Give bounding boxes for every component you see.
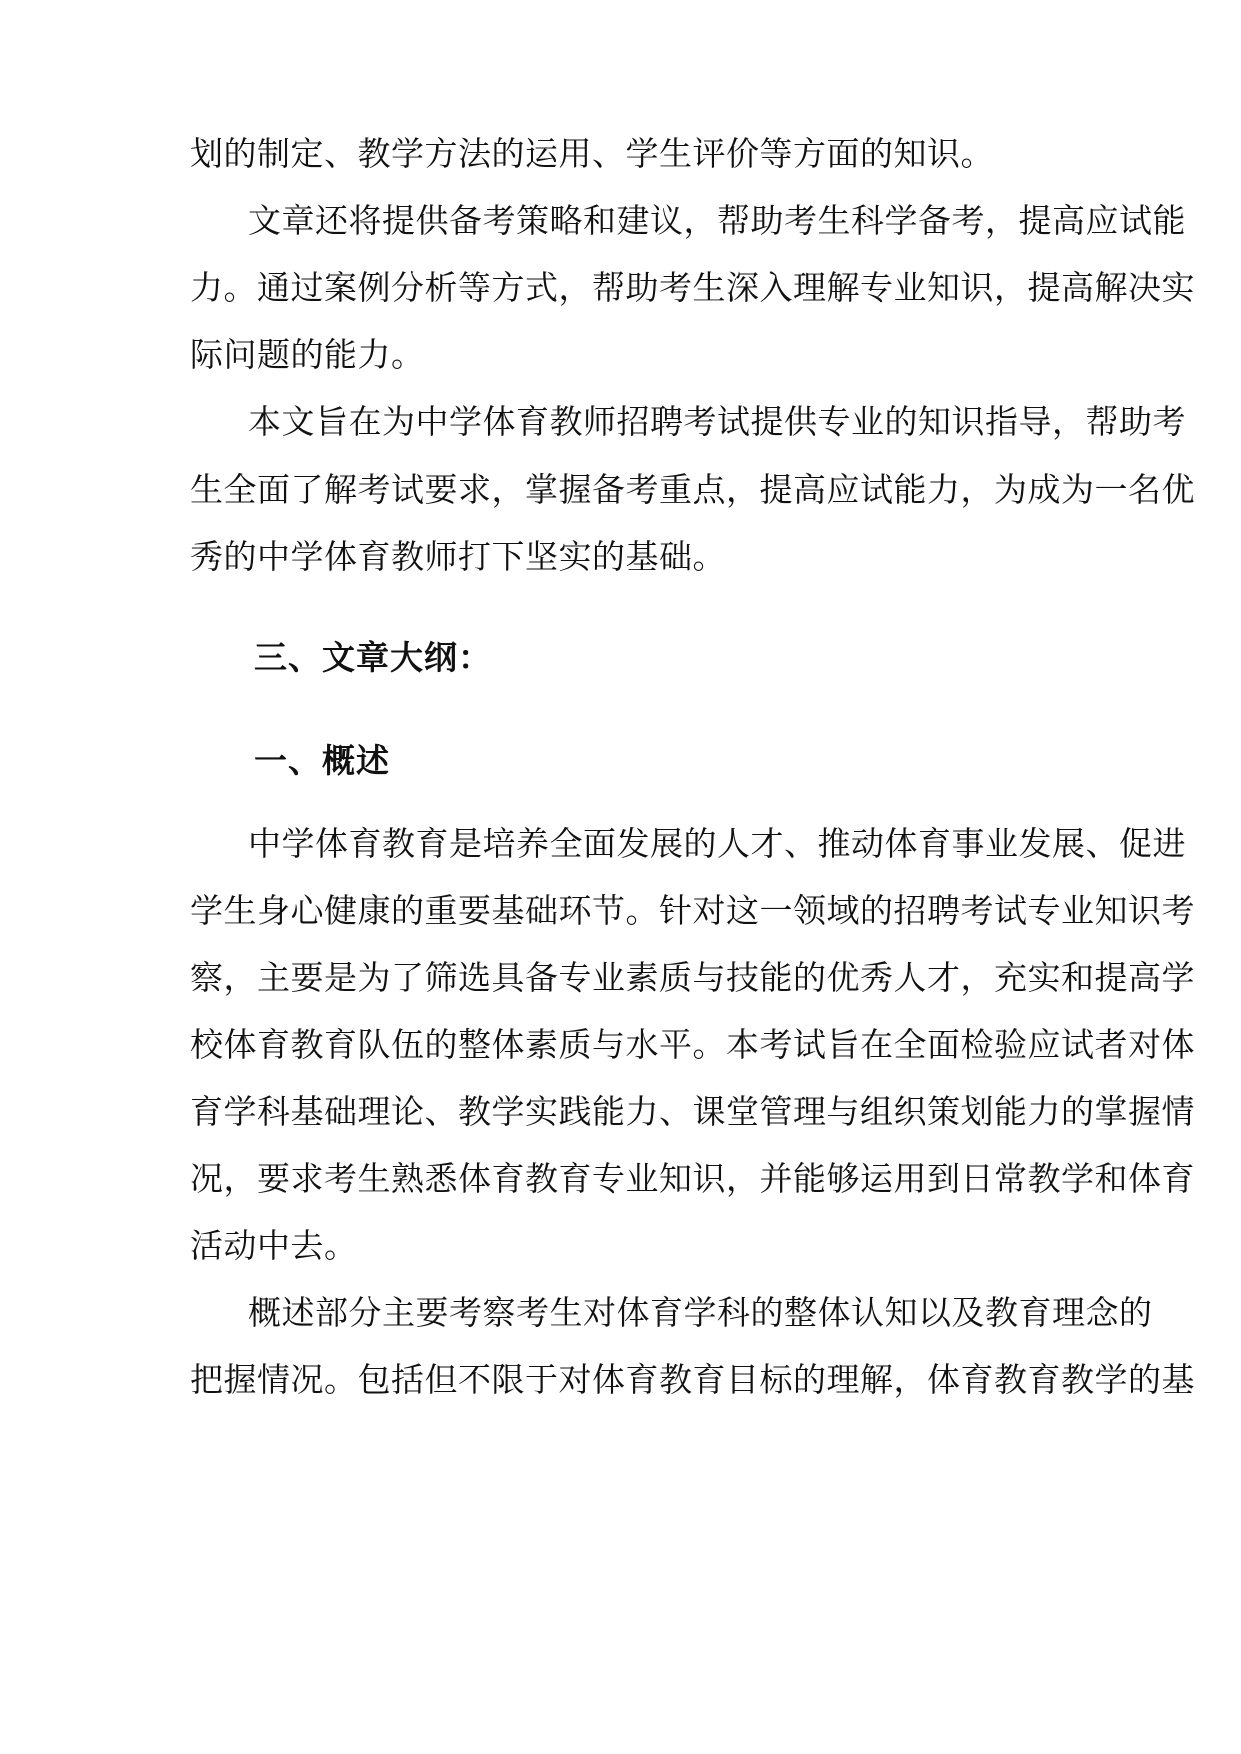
section-heading-overview: 一、概述 <box>254 741 390 780</box>
paragraph-line: 学生身心健康的重要基础环节。针对这一领域的招聘考试专业知识考 <box>190 891 1195 930</box>
paragraph-line: 生全面了解考试要求，掌握备考重点，提高应试能力，为成为一名优 <box>190 470 1195 509</box>
paragraph-line: 校体育教育队伍的整体素质与水平。本考试旨在全面检验应试者对体 <box>190 1025 1195 1064</box>
paragraph-line: 育学科基础理论、教学实践能力、课堂管理与组织策划能力的掌握情 <box>190 1092 1195 1131</box>
paragraph-line: 文章还将提供备考策略和建议，帮助考生科学备考，提高应试能 <box>248 201 1186 240</box>
section-heading-outline: 三、文章大纲： <box>254 638 492 677</box>
paragraph-line: 活动中去。 <box>190 1226 358 1265</box>
paragraph-line: 察，主要是为了筛选具备专业素质与技能的优秀人才，充实和提高学 <box>190 958 1195 997</box>
paragraph-line: 把握情况。包括但不限于对体育教育目标的理解，体育教育教学的基 <box>190 1360 1195 1399</box>
paragraph-line: 本文旨在为中学体育教师招聘考试提供专业的知识指导，帮助考 <box>248 402 1186 441</box>
paragraph-line: 中学体育教育是培养全面发展的人才、推动体育事业发展、促进 <box>248 824 1186 863</box>
paragraph-line: 划的制定、教学方法的运用、学生评价等方面的知识。 <box>190 134 994 173</box>
paragraph-line: 际问题的能力。 <box>190 335 425 374</box>
paragraph-line: 秀的中学体育教师打下坚实的基础。 <box>190 537 726 576</box>
paragraph-line: 力。通过案例分析等方式，帮助考生深入理解专业知识，提高解决实 <box>190 268 1195 307</box>
paragraph-line: 概述部分主要考察考生对体育学科的整体认知以及教育理念的 <box>248 1293 1153 1332</box>
paragraph-line: 况，要求考生熟悉体育教育专业知识，并能够运用到日常教学和体育 <box>190 1159 1195 1198</box>
